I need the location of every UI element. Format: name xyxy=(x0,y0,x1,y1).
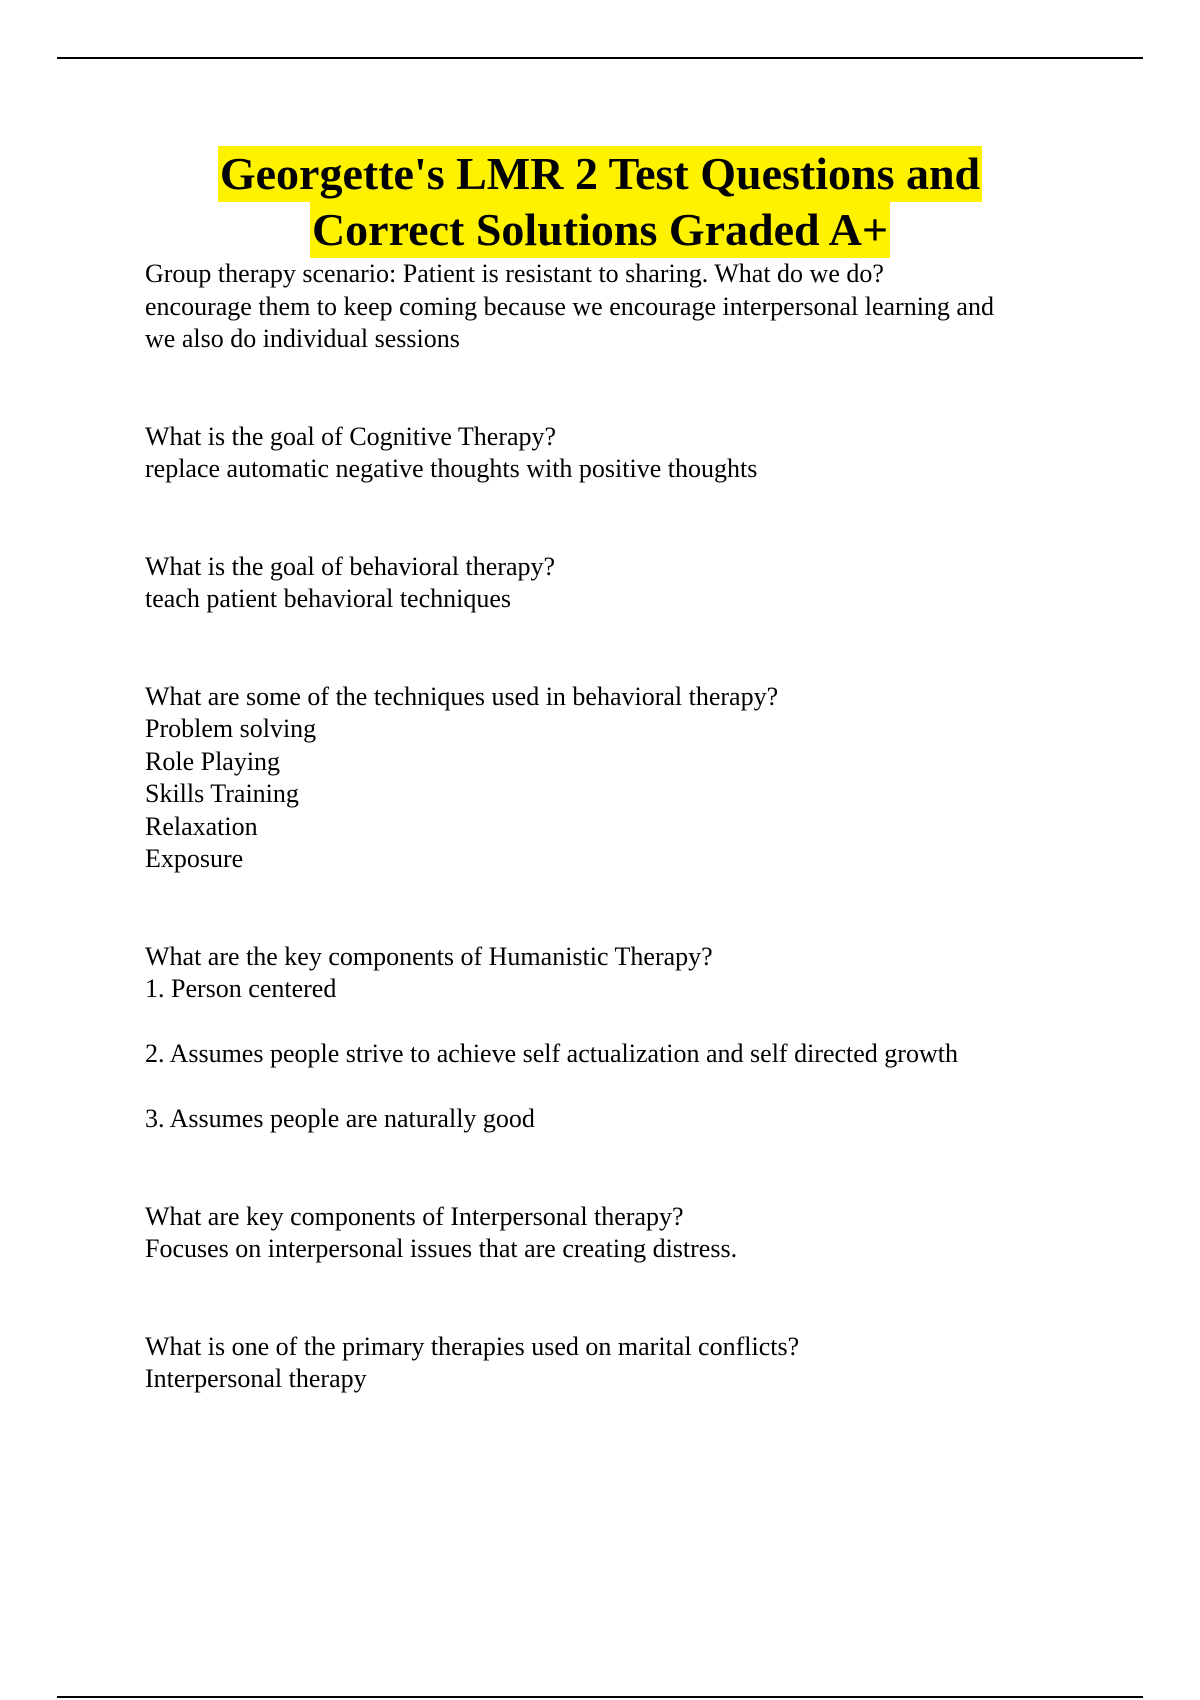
document-title xyxy=(0,146,1200,258)
answer-text: Interpersonal therapy xyxy=(145,1364,367,1393)
qa-item xyxy=(145,1201,1105,1266)
answer-text: replace automatic negative thoughts with positive thoughts xyxy=(145,454,758,483)
qa-item xyxy=(145,681,1105,876)
title-line-2: Correct Solutions Graded A+ xyxy=(310,202,890,258)
question-text: What are the key components of Humanistic Therapy? xyxy=(145,941,713,971)
answer-text: 1. Person centered xyxy=(145,974,337,1003)
top-rule xyxy=(57,57,1143,59)
answer-text: Skills Training xyxy=(145,779,299,808)
answer-text: Problem solving xyxy=(145,714,317,743)
answer-text: we also do individual sessions xyxy=(145,324,460,353)
answer-text: Exposure xyxy=(145,844,244,873)
answer-text: Relaxation xyxy=(145,811,258,841)
question-text: What is one of the primary therapies used on marital conflicts? xyxy=(145,1331,800,1361)
qa-item xyxy=(145,551,1105,616)
answer-text: encourage them to keep coming because we encourage interpersonal learning and xyxy=(145,291,994,321)
question-text: What is the goal of behavioral therapy? xyxy=(145,551,556,581)
title-line-1: Georgette's LMR 2 Test Questions and xyxy=(218,146,982,202)
bottom-rule xyxy=(57,1696,1143,1698)
answer-text: 2. Assumes people strive to achieve self actualization and self directed growth xyxy=(145,1039,958,1068)
question-text: Group therapy scenario: Patient is resistant to sharing. What do we do? xyxy=(145,259,884,288)
qa-item xyxy=(145,1331,1105,1396)
question-text: What are key components of Interpersonal therapy? xyxy=(145,1201,684,1231)
answer-text: Role Playing xyxy=(145,746,281,776)
question-text: What are some of the techniques used in behavioral therapy? xyxy=(145,681,779,711)
answer-text: Focuses on interpersonal issues that are creating distress. xyxy=(145,1234,738,1263)
qa-list xyxy=(145,258,1105,1396)
answer-text: 3. Assumes people are naturally good xyxy=(145,1104,535,1133)
answer-text: teach patient behavioral techniques xyxy=(145,584,512,613)
qa-item xyxy=(145,258,1105,356)
question-text: What is the goal of Cognitive Therapy? xyxy=(145,421,557,451)
qa-item xyxy=(145,421,1105,486)
qa-item xyxy=(145,941,1105,1136)
